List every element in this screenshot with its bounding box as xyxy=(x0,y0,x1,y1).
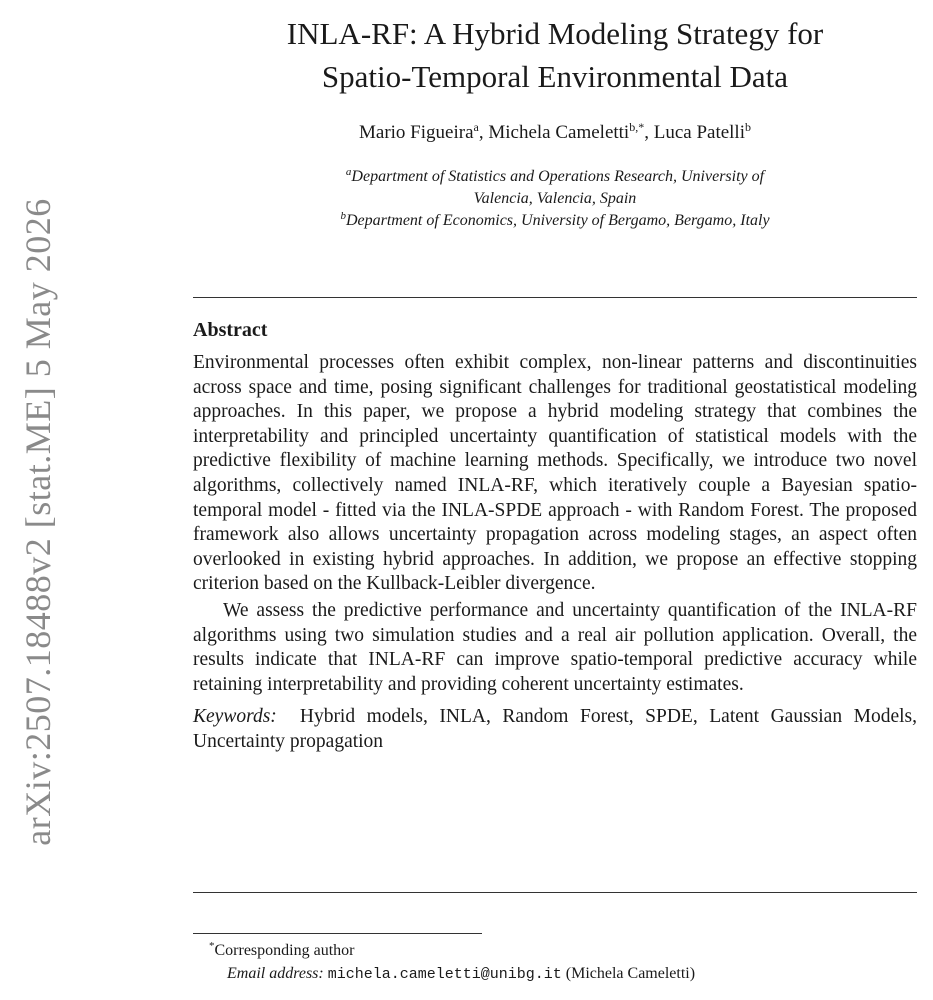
footnote xyxy=(209,939,695,986)
paper-title-line-1: INLA-RF: A Hybrid Modeling Strategy for xyxy=(286,16,824,51)
author-name: Michela Cameletti xyxy=(488,122,630,143)
paper-title xyxy=(193,12,917,98)
abstract-paragraph: We assess the predictive performance and uncertainty quantification of the INLA-RF algorithms using two simulation studies and a real air pollution application. Overall, the results indicate that INLA-RF can improve spatio-temporal predictive accuracy while retaining interpretability and providing coherent uncertainty estimates. xyxy=(193,599,917,695)
affiliation-text: Department of Economics, University of Bergamo, Bergamo, Italy xyxy=(345,212,770,229)
author-name: Mario Figueira xyxy=(359,122,474,143)
keywords-label: Keywords: xyxy=(193,706,277,728)
abstract-top-rule xyxy=(193,297,917,298)
email-owner: (Michela Cameletti) xyxy=(565,965,696,982)
affiliation xyxy=(193,210,917,232)
author-affiliation-mark: a xyxy=(473,120,479,134)
keywords xyxy=(193,705,917,754)
author-separator: , xyxy=(644,122,654,143)
author-list xyxy=(193,120,917,146)
paper-title-line-2: Spatio-Temporal Environmental Data xyxy=(321,59,789,94)
abstract-heading: Abstract xyxy=(193,319,268,341)
email-label: Email address: xyxy=(227,965,324,982)
affiliation-mark: b xyxy=(340,210,346,222)
affiliation-text: Department of Statistics and Operations Research, University of xyxy=(351,168,765,185)
abstract-paragraph: Environmental processes often exhibit complex, non-linear patterns and discontinuities across space and time, posing significant challenges for traditional geostatistical modeling approaches. In this paper, we propose a hybrid modeling strategy that combines the interpretability and principled uncertainty quantification of statistical models with the predictive flexibility of machine learning methods. Specifically, we introduce two novel algorithms, collectively named INLA-RF, which iteratively couple a Bayesian spatio-temporal model - fitted via the INLA-SPDE approach - with Random Forest. The proposed framework also allows uncertainty propagation across modeling stages, an aspect often overlooked in existing hybrid approaches. In addition, we propose an effective stopping criterion based on the Kullback-Leibler divergence. xyxy=(193,352,917,595)
author-affiliation-mark: b,* xyxy=(629,120,645,134)
arxiv-sidebar xyxy=(15,186,61,858)
footnote-rule xyxy=(193,933,482,934)
author-affiliation-mark: b xyxy=(745,120,751,134)
abstract-body xyxy=(193,351,917,755)
footnote-mark: * xyxy=(209,940,215,952)
footnote-corresponding xyxy=(209,939,695,962)
author-name: Luca Patelli xyxy=(653,122,745,143)
arxiv-identifier: arXiv:2507.18488v2 [stat.ME] 5 May 2026 xyxy=(18,198,58,846)
affiliation-mark: a xyxy=(345,166,352,178)
affiliation xyxy=(193,166,917,188)
keywords-text: Hybrid models, INLA, Random Forest, SPDE, Latent Gaussian Models, Uncertainty propagation xyxy=(193,706,917,752)
author-separator: , xyxy=(478,122,489,143)
affiliation-continuation: Valencia, Valencia, Spain xyxy=(473,190,637,207)
email-address-link[interactable]: michela.cameletti@unibg.it xyxy=(327,966,562,983)
footnote-corresponding-text: Corresponding author xyxy=(214,942,355,959)
footnote-email xyxy=(209,962,695,986)
affiliation-list xyxy=(193,166,917,232)
abstract-bottom-rule xyxy=(193,892,917,893)
